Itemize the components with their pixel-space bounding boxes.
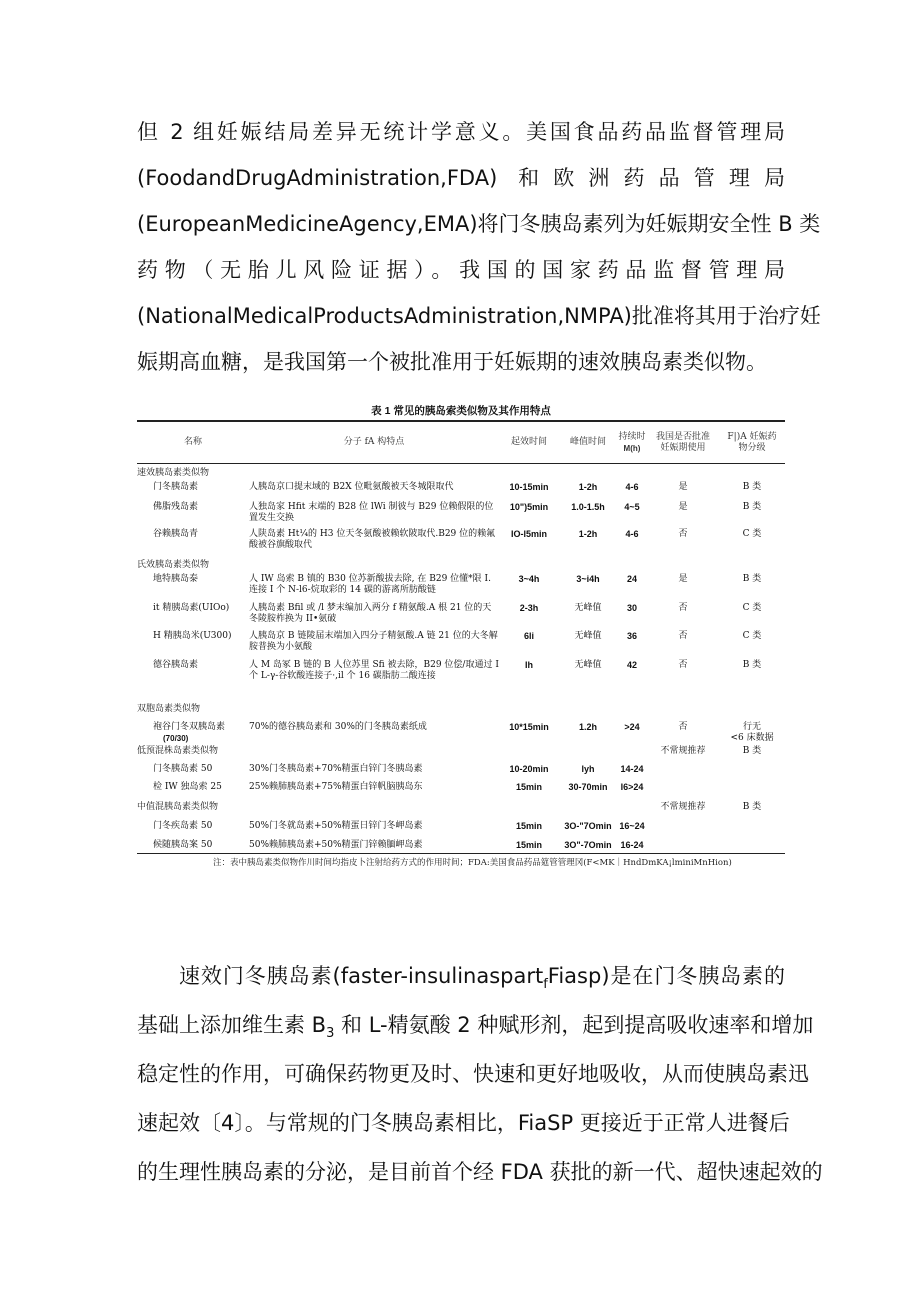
- table-row-category: 速效胰岛素类似物: [137, 468, 210, 478]
- table-row: 地特胰岛泰 人 IW 岛索 B 镇的 B30 位苏新酸拔去除, 在 B29 位懂*限 I. 连接 I 个 N-l6-烷取彩的 14 碳的游离所肪酸链 3~4h 3~i4h 24 是 B 类: [153, 574, 762, 595]
- paragraph-2: [137, 952, 823, 1197]
- header-structure: 分子 fA 构特点: [343, 437, 405, 447]
- table-row: 候随胰岛案 50 50%赖肺胰岛素+50%精蛋门锌赖腼岬岛素 15min 3O"-7Omin 16-24: [153, 840, 644, 850]
- paragraph-line: (NationalMedicalProductsAdministration,NMPA)批准将其用于治疗妊: [137, 304, 821, 328]
- table-row: 德谷胰岛素 人 M 岛冢 B 链的 B 人位苏里 Sfi 被去除，B29 位偿/取通过 I 个 L-γ-谷软酸连接子·,il 个 16 碳脂肪二酸连接 Ih 无峰值 42 否 B 类: [153, 660, 762, 681]
- header-onset: 起效时间: [510, 437, 547, 447]
- header-fda: F|)A 妊娠药 物分级: [727, 431, 777, 453]
- table-row-category: 低预混株岛素类似物 不常规推荐 B 类: [137, 746, 762, 756]
- table-row: 检 IW 独岛索 25 25%赖肺胰岛素+75%精蛋白锌帆脑胰岛东 15min 30-70min l6>24: [153, 782, 644, 792]
- table-row-category: 中值混胰岛素类似物 不常规推荐 B 类: [137, 802, 762, 812]
- header-peak: 峰值时间: [569, 437, 606, 447]
- header-name: 名称: [183, 437, 202, 447]
- table-top-rule: [137, 420, 785, 422]
- table-row: it 精胰岛素(UIOo) 人胰岛素 Bfil 或 /l 梦末编加入两分 f 精氨酸.A 根 21 位的天冬陵胺柞换为 II•氨破 2-3h 无峰值 30 否 C 类: [153, 603, 762, 624]
- paragraph-line: 药物（无胎儿风险证据）。我国的国家药品监督管理局: [137, 258, 785, 282]
- table-row: 袍谷门冬双胰岛素 (70/30) 70%的德谷胰岛素和 30%的门冬胰岛素纸成 10*15min 1.2h >24 否 行无 <6 床数据: [153, 722, 774, 743]
- paragraph-line: 基础上添加维生素 $B_3$ 和 L-精氨酸 2 种赋形剂，起到提高吸收速率和增加: [137, 1013, 814, 1042]
- paragraph-1: [137, 109, 821, 385]
- paragraph-line: 速效门冬胰岛素(faster-insulinaspart$_f$Fiasp)是在门冬胰岛素的: [179, 964, 785, 993]
- paragraph-line: 但 2 组妊娠结局差异无统计学意义。美国食品药品监督管理局: [137, 120, 785, 144]
- table-header-rule: [137, 463, 785, 464]
- table-row: 门冬胰岛素 50 30%门冬胰岛素+70%精蛋白锌门冬胰岛素 10-20min lyh 14-24: [153, 764, 644, 774]
- table-header: [137, 426, 785, 459]
- paragraph-line: (FoodandDrugAdministration,FDA) 和欧洲药品管理局: [137, 166, 785, 190]
- table-row: H 精胰岛米(U300) 人胰岛京 B 链陵届末端加入四分子精氨酸.A 链 21 位的大冬解胺普换为小氨酸 6li 无峰值 36 否 C 类: [153, 631, 762, 652]
- paragraph-line: (EuropeanMedicineAgency,EMA)将门冬胰岛素列为妊娠期安全性 B 类: [137, 212, 821, 236]
- table-note: 注：表中胰岛素类似物作川时间均指皮卜注射给药方式的作用时间；FDA:美国食品药品筵管管理冈(F<MK｜HndDmKA¡lminiMnHion): [213, 858, 732, 868]
- paragraph-line: 娠期高血糖，是我国第一个被批准用于妊娠期的速效胰岛素类似物。: [137, 350, 767, 374]
- table-row: 门冬疾岛素 50 50%门冬就岛素+50%精蛋日锌门冬岬岛素 15min 3O-"7Omin 16~24: [153, 821, 645, 831]
- insulin-analog-table: [137, 404, 785, 868]
- table-body: [137, 468, 785, 857]
- header-duration: 持续时 M(h): [618, 431, 646, 453]
- header-approved: 我国是否批准 妊娠期使用: [655, 431, 710, 453]
- table-row-category: 双胞岛素类似物: [137, 704, 201, 714]
- table-row-category: 氏效胰岛素类似物: [137, 560, 210, 570]
- paragraph-line: 的生理性胰岛素的分泌，是目前首个经 FDA 获批的新一代、超快速起效的: [137, 1160, 823, 1184]
- table-row: 门冬胰岛素 人胰岛京口提末域的 B2X 位毗氨酸被天冬城限取代 10-15min 1-2h 4-6 是 B 类: [153, 482, 762, 492]
- table-row: 谷赖胰岛青 人陕岛素 Ht¼的 H3 位天冬氨酸被赖软陂取代.B29 位的赖氟酸被谷旗酸取代 IO-l5min 1-2h 4-6 否 C 类: [153, 529, 762, 550]
- table-bottom-rule: [137, 853, 785, 854]
- paragraph-line: 速起效〔4〕。与常规的门冬胰岛素相比，FiaSP 更接近于正常人进餐后: [137, 1111, 790, 1135]
- table-row: 佛脂残岛素 人独岛家 Hfit 末端的 B28 位 lWi 制彼与 B29 位赖假限的位置发生交换 10")5min 1.0-1.5h 4~5 是 B 类: [153, 502, 762, 523]
- table-caption: 表 1 常见的胰岛索类似物及其作用特点: [371, 405, 551, 417]
- paragraph-line: 稳定性的作用，可确保药物更及时、快速和更好地吸收，从而使胰岛素迅: [137, 1062, 809, 1086]
